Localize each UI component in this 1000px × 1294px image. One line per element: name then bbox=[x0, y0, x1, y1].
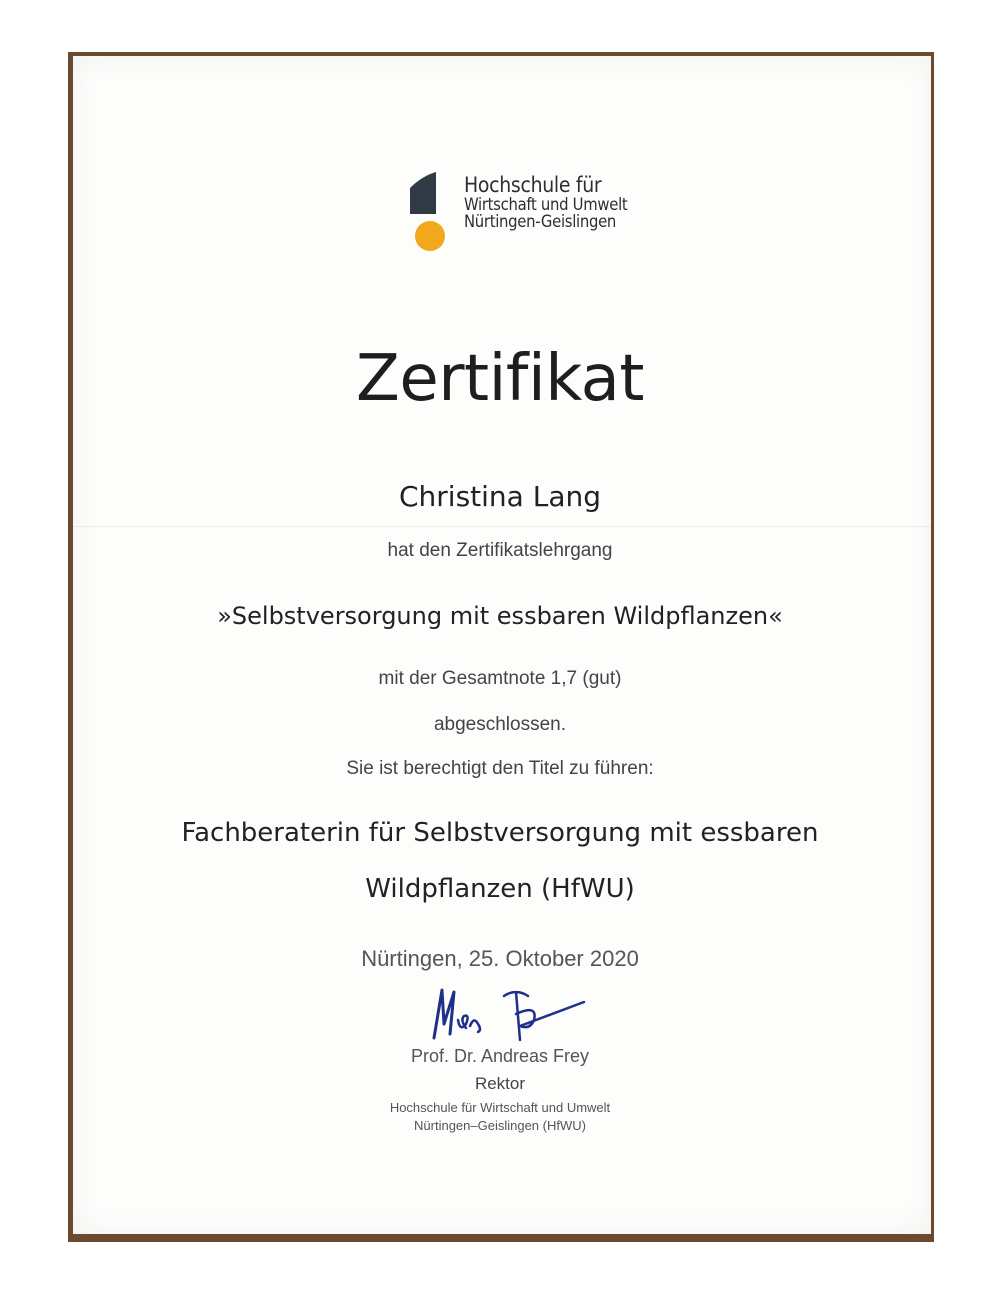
course-name: »Selbstversorgung mit essbaren Wildpflanzen« bbox=[217, 602, 783, 630]
completed-text: abgeschlossen. bbox=[433, 714, 567, 735]
logo-text bbox=[464, 174, 627, 231]
degree-title-line-2: Wildpflanzen (HfWU) bbox=[365, 874, 635, 904]
institution-line-2: Nürtingen–Geislingen (HfWU) bbox=[414, 1118, 586, 1133]
entitled-text: Sie ist berechtigt den Titel zu führen: bbox=[346, 758, 654, 779]
completed-course-text: hat den Zertifikatslehrgang bbox=[387, 540, 613, 561]
institution-line-1: Hochschule für Wirtschaft und Umwelt bbox=[389, 1100, 611, 1115]
logo-line-3: Nürtingen-Geislingen bbox=[464, 212, 617, 232]
handwritten-signature bbox=[420, 980, 600, 1054]
grade-text: mit der Gesamtnote 1,7 (gut) bbox=[378, 668, 622, 689]
certificate-title: Zertifikat bbox=[356, 342, 644, 416]
logo-line-2: Wirtschaft und Umwelt bbox=[464, 195, 628, 215]
degree-title-line-1: Fachberaterin für Selbstversorgung mit essbaren bbox=[181, 818, 819, 848]
signatory-role: Rektor bbox=[474, 1074, 526, 1093]
logo-line-1: Hochschule für bbox=[464, 173, 602, 197]
paper-fold-line bbox=[73, 526, 931, 527]
recipient-name: Christina Lang bbox=[398, 480, 601, 513]
institution-logo bbox=[402, 170, 642, 260]
hfwu-logo-icon bbox=[402, 170, 462, 256]
place-date: Nürtingen, 25. Oktober 2020 bbox=[361, 946, 639, 971]
signatory-name: Prof. Dr. Andreas Frey bbox=[410, 1046, 590, 1066]
